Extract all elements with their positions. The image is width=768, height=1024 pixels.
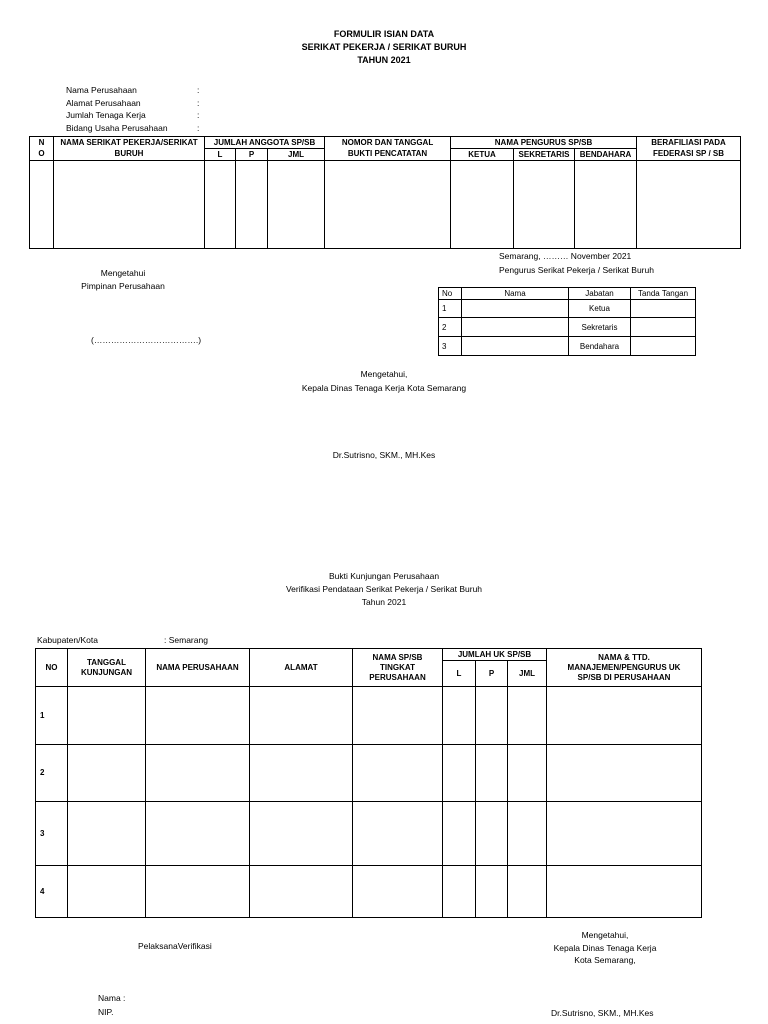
k-row-no: 3 bbox=[36, 802, 68, 866]
table-row bbox=[36, 866, 702, 918]
k-spsb-line-2: TINGKAT bbox=[380, 662, 415, 672]
col-no-header: N bbox=[30, 137, 54, 149]
field-sep: : bbox=[197, 97, 200, 108]
k-cell[interactable] bbox=[250, 687, 353, 745]
field-sep: : bbox=[197, 122, 200, 133]
form2-kadis-title-1: Kepala Dinas Tenaga Kerja bbox=[553, 942, 657, 953]
pt-cell-ttd[interactable] bbox=[631, 300, 696, 318]
k-cell[interactable] bbox=[353, 802, 443, 866]
k-cell[interactable] bbox=[443, 866, 476, 918]
cell-nama-serikat[interactable] bbox=[54, 161, 205, 249]
pt-cell-nama[interactable] bbox=[462, 300, 569, 318]
col-nomor-tanggal-header-cont: BUKTI PENCATATAN bbox=[325, 149, 451, 161]
col-nama-serikat-header: NAMA SERIKAT PEKERJA/SERIKAT bbox=[54, 137, 205, 149]
kunjungan-table bbox=[35, 648, 702, 918]
k-col-tanggal-header bbox=[68, 649, 146, 687]
kadis-name: Dr.Sutrisno, SKM., MH.Kes bbox=[332, 450, 436, 460]
pt-row-no: 3 bbox=[439, 337, 462, 356]
k-row-no: 4 bbox=[36, 866, 68, 918]
pt-cell-nama[interactable] bbox=[462, 318, 569, 337]
col-no-header-cont: O bbox=[30, 149, 54, 161]
k-cell[interactable] bbox=[353, 866, 443, 918]
col-berafiliasi-header: BERAFILIASI PADA bbox=[637, 137, 741, 149]
table-row bbox=[439, 337, 696, 356]
cell-sekretaris[interactable] bbox=[514, 161, 575, 249]
kabupaten-value: : Semarang bbox=[164, 635, 208, 645]
field-sep: : bbox=[197, 85, 200, 95]
col-sekretaris-header: SEKRETARIS bbox=[514, 149, 575, 161]
field-label-alamat-perusahaan: Alamat Perusahaan bbox=[66, 97, 141, 108]
k-cell[interactable] bbox=[353, 745, 443, 802]
place-date: Semarang, ……… November 2021 bbox=[499, 251, 632, 261]
k-cell[interactable] bbox=[443, 687, 476, 745]
cell-no[interactable] bbox=[30, 161, 54, 249]
k-col-p-header: P bbox=[476, 661, 508, 687]
k-cell[interactable] bbox=[250, 745, 353, 802]
col-jumlah-anggota-header: JUMLAH ANGGOTA SP/SB bbox=[205, 137, 325, 149]
pt-header-nama: Nama bbox=[462, 288, 569, 300]
k-col-jumlah-uk-header: JUMLAH UK SP/SB bbox=[443, 649, 547, 661]
k-row-no: 1 bbox=[36, 687, 68, 745]
k-spsb-line-1: NAMA SP/SB bbox=[372, 652, 423, 662]
k-cell[interactable] bbox=[508, 802, 547, 866]
table-row bbox=[439, 300, 696, 318]
pt-cell-nama[interactable] bbox=[462, 337, 569, 356]
k-cell[interactable] bbox=[547, 802, 702, 866]
table-row bbox=[439, 318, 696, 337]
k-tanggal-line-1: TANGGAL bbox=[87, 657, 126, 667]
nip-label: NIP. bbox=[98, 1007, 114, 1017]
k-cell[interactable] bbox=[508, 866, 547, 918]
k-cell[interactable] bbox=[547, 866, 702, 918]
pelaksana-verifikasi: PelaksanaVerifikasi bbox=[138, 941, 212, 951]
pt-row-no: 1 bbox=[439, 300, 462, 318]
cell-nomor-tanggal[interactable] bbox=[325, 161, 451, 249]
pt-header-no: No bbox=[439, 288, 462, 300]
form2-title-line-1: Bukti Kunjungan Perusahaan bbox=[328, 571, 440, 581]
cell-ketua[interactable] bbox=[451, 161, 514, 249]
k-cell[interactable] bbox=[476, 687, 508, 745]
form1-title-line-3: TAHUN 2021 bbox=[357, 55, 411, 65]
k-cell[interactable] bbox=[68, 687, 146, 745]
col-bendahara-header: BENDAHARA bbox=[575, 149, 637, 161]
pt-cell-jabatan: Ketua bbox=[569, 300, 631, 318]
k-cell[interactable] bbox=[476, 802, 508, 866]
col-berafiliasi-header-cont: FEDERASI SP / SB bbox=[637, 149, 741, 161]
kabupaten-label: Kabupaten/Kota bbox=[37, 635, 98, 645]
k-col-nama-perusahaan-header: NAMA PERUSAHAAN bbox=[146, 649, 250, 687]
cell-p[interactable] bbox=[236, 161, 268, 249]
form2-kadis-name: Dr.Sutrisno, SKM., MH.Kes bbox=[551, 1008, 654, 1018]
kadis-mengetahui: Mengetahui, bbox=[360, 369, 408, 379]
k-cell[interactable] bbox=[443, 745, 476, 802]
k-cell[interactable] bbox=[547, 745, 702, 802]
k-cell[interactable] bbox=[146, 687, 250, 745]
form2-kadis-title-2: Kota Semarang, bbox=[574, 955, 636, 965]
k-ttd-line-2: MANAJEMEN/PENGURUS UK bbox=[567, 662, 681, 672]
table-row bbox=[36, 745, 702, 802]
form1-title-line-2: SERIKAT PEKERJA / SERIKAT BURUH bbox=[301, 42, 467, 52]
k-cell[interactable] bbox=[250, 802, 353, 866]
form2-mengetahui: Mengetahui, bbox=[581, 930, 629, 940]
field-sep: : bbox=[197, 110, 200, 120]
k-ttd-line-1: NAMA & TTD. bbox=[598, 652, 650, 662]
k-col-l-header: L bbox=[443, 661, 476, 687]
pt-cell-jabatan: Bendahara bbox=[569, 337, 631, 356]
form2-title-line-2: Verifikasi Pendataan Serikat Pekerja / Serikat Buruh bbox=[285, 584, 483, 594]
k-cell[interactable] bbox=[547, 687, 702, 745]
k-cell[interactable] bbox=[68, 745, 146, 802]
col-ketua-header: KETUA bbox=[451, 149, 514, 161]
form2-kadis-block bbox=[530, 929, 680, 967]
k-col-alamat-header: ALAMAT bbox=[250, 649, 353, 687]
table-row bbox=[30, 161, 741, 249]
nama-label: Nama : bbox=[98, 993, 126, 1003]
k-cell[interactable] bbox=[353, 687, 443, 745]
k-cell[interactable] bbox=[443, 802, 476, 866]
pt-cell-ttd[interactable] bbox=[631, 318, 696, 337]
pengurus-signature-table bbox=[438, 287, 696, 356]
table-row bbox=[36, 687, 702, 745]
k-cell[interactable] bbox=[146, 745, 250, 802]
col-nama-serikat-header-cont: BURUH bbox=[54, 149, 205, 161]
form2-title-line-3: Tahun 2021 bbox=[361, 597, 407, 607]
pt-header-jabatan: Jabatan bbox=[569, 288, 631, 300]
pt-row-no: 2 bbox=[439, 318, 462, 337]
form1-title-line-1: FORMULIR ISIAN DATA bbox=[333, 29, 435, 39]
k-cell[interactable] bbox=[68, 802, 146, 866]
col-p-header: P bbox=[236, 149, 268, 161]
col-nama-pengurus-header: NAMA PENGURUS SP/SB bbox=[451, 137, 637, 149]
k-col-jml-header: JML bbox=[508, 661, 547, 687]
k-cell[interactable] bbox=[508, 745, 547, 802]
serikat-data-table bbox=[29, 136, 741, 249]
k-cell[interactable] bbox=[508, 687, 547, 745]
cell-bendahara[interactable] bbox=[575, 161, 637, 249]
k-cell[interactable] bbox=[476, 745, 508, 802]
kadis-title: Kepala Dinas Tenaga Kerja Kota Semarang bbox=[301, 383, 467, 393]
k-cell[interactable] bbox=[476, 866, 508, 918]
k-tanggal-line-2: KUNJUNGAN bbox=[80, 667, 133, 677]
k-spsb-line-3: PERUSAHAAN bbox=[369, 672, 426, 682]
col-jml-header: JML bbox=[268, 149, 325, 161]
field-label-jumlah-tenaga-kerja: Jumlah Tenaga Kerja bbox=[66, 110, 146, 120]
k-col-no-header: NO bbox=[36, 649, 68, 687]
col-l-header: L bbox=[205, 149, 236, 161]
pimpinan-perusahaan-label: Pimpinan Perusahaan bbox=[81, 281, 165, 291]
cell-berafiliasi[interactable] bbox=[637, 161, 741, 249]
k-ttd-line-3: SP/SB DI PERUSAHAAN bbox=[577, 672, 671, 682]
k-col-ttd-header bbox=[547, 649, 702, 687]
pt-cell-jabatan: Sekretaris bbox=[569, 318, 631, 337]
form1-title bbox=[0, 28, 768, 67]
pengurus-caption: Pengurus Serikat Pekerja / Serikat Buruh bbox=[499, 265, 654, 275]
cell-l[interactable] bbox=[205, 161, 236, 249]
k-cell[interactable] bbox=[146, 866, 250, 918]
form2-title bbox=[0, 570, 768, 609]
k-cell[interactable] bbox=[146, 802, 250, 866]
k-row-no: 2 bbox=[36, 745, 68, 802]
cell-jml[interactable] bbox=[268, 161, 325, 249]
field-label-bidang-usaha: Bidang Usaha Perusahaan bbox=[66, 122, 168, 133]
signature-line: (……………………………….) bbox=[91, 335, 202, 345]
company-fields bbox=[66, 84, 200, 134]
col-nomor-tanggal-header: NOMOR DAN TANGGAL bbox=[325, 137, 451, 149]
mengetahui-label: Mengetahui bbox=[100, 268, 146, 278]
pt-cell-ttd[interactable] bbox=[631, 337, 696, 356]
k-col-spsb-header bbox=[353, 649, 443, 687]
k-cell[interactable] bbox=[68, 866, 146, 918]
k-cell[interactable] bbox=[250, 866, 353, 918]
pt-header-tanda-tangan: Tanda Tangan bbox=[631, 288, 696, 300]
field-label-nama-perusahaan: Nama Perusahaan bbox=[66, 85, 137, 95]
table-row bbox=[36, 802, 702, 866]
